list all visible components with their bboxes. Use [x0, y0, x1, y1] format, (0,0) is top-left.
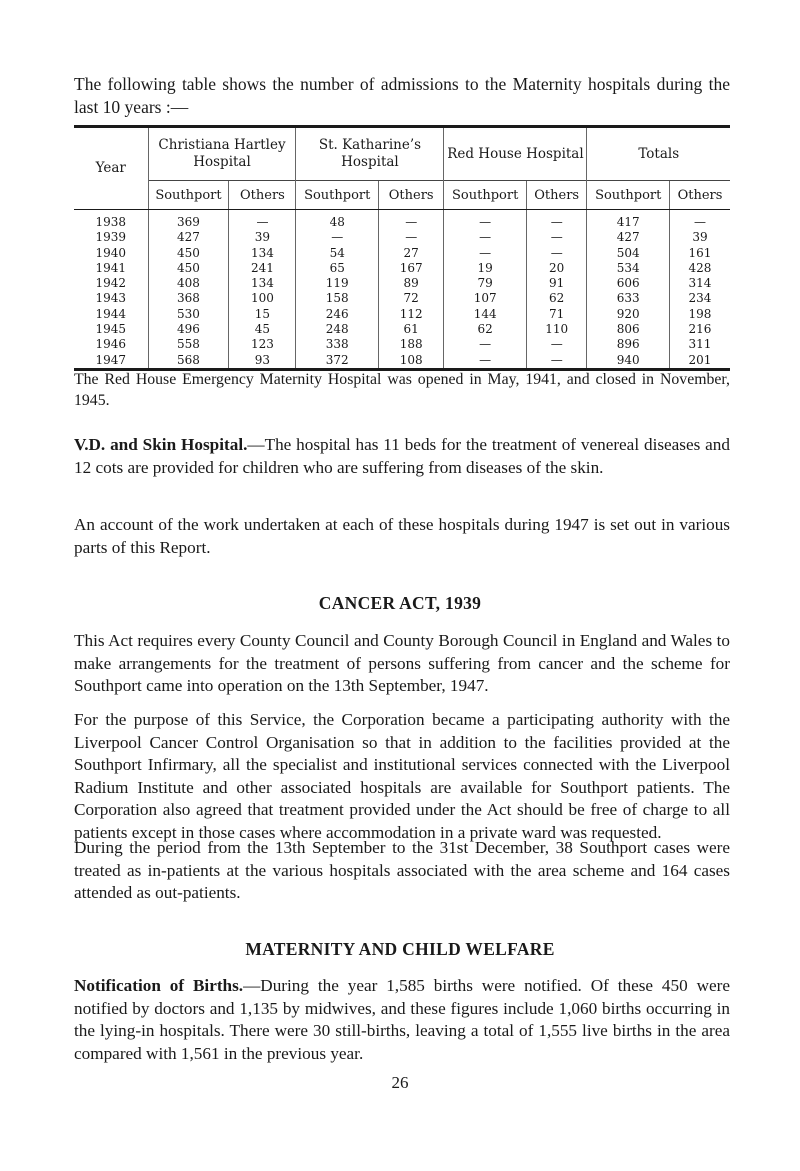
cell-christiana-southport: 369	[148, 210, 229, 231]
cell-red-house-southport: —	[444, 246, 526, 261]
cell-st-katharines-others: 188	[378, 337, 443, 352]
cell-st-katharines-others: 108	[378, 353, 443, 370]
cell-st-katharines-others: —	[378, 230, 443, 245]
cell-st-katharines-others: 112	[378, 307, 443, 322]
cell-christiana-others: 134	[229, 276, 296, 291]
cell-red-house-southport: 79	[444, 276, 526, 291]
cell-red-house-others: 71	[526, 307, 587, 322]
cell-christiana-southport: 530	[148, 307, 229, 322]
subheader-others: Others	[526, 181, 587, 210]
cell-totals-others: 314	[669, 276, 730, 291]
account-paragraph: An account of the work undertaken at each of these hospitals during 1947 is set out in various parts of this Report.	[74, 515, 730, 557]
cell-year: 1938	[95, 215, 127, 229]
admissions-table-body	[74, 210, 730, 370]
vd-hospital-paragraph	[74, 434, 730, 479]
cell-totals-others: 39	[669, 230, 730, 245]
cell-totals-others: —	[669, 210, 730, 231]
cell-red-house-others: —	[526, 246, 587, 261]
cell-st-katharines-southport: 119	[296, 276, 378, 291]
cell-christiana-others: 100	[229, 291, 296, 306]
cell-christiana-southport: 558	[148, 337, 229, 352]
cell-christiana-southport: 568	[148, 353, 229, 370]
cell-christiana-southport: 496	[148, 322, 229, 337]
cell-year: 1942	[95, 276, 127, 291]
intro-paragraph: The following table shows the number of admissions to the Maternity hospitals during the last 10 years :—	[74, 74, 730, 117]
cell-st-katharines-southport: 248	[296, 322, 378, 337]
cell-st-katharines-southport: 372	[296, 353, 378, 370]
cell-year: 1944	[95, 306, 127, 321]
cell-st-katharines-others: 61	[378, 322, 443, 337]
cell-totals-southport: 920	[587, 307, 669, 322]
cancer-act-paragraph-3: During the period from the 13th September to the 31st December, 38 Southport cases were treated as in-patients at the various hospitals associated with the area scheme and 164 cases attended as out-patients.	[74, 838, 730, 902]
table-row	[74, 307, 730, 322]
cell-totals-southport: 417	[587, 210, 669, 231]
cell-christiana-others: —	[229, 210, 296, 231]
table-row	[74, 322, 730, 337]
table-row	[74, 210, 730, 231]
cell-st-katharines-others: 27	[378, 246, 443, 261]
cell-year: 1945	[95, 322, 127, 337]
maternity-heading: MATERNITY AND CHILD WELFARE	[245, 939, 555, 959]
vd-hospital-heading: V.D. and Skin Hospital.	[74, 435, 248, 454]
cell-st-katharines-southport: 338	[296, 337, 378, 352]
group-header-christiana: Christiana Hartley Hospital	[148, 127, 296, 181]
births-paragraph	[74, 975, 730, 1065]
cell-year: 1940	[95, 245, 127, 260]
cell-totals-southport: 534	[587, 261, 669, 276]
cell-red-house-others: 110	[526, 322, 587, 337]
cancer-act-heading: CANCER ACT, 1939	[318, 593, 482, 613]
cell-red-house-southport: 144	[444, 307, 526, 322]
subheader-southport: Southport	[148, 181, 229, 210]
cell-red-house-southport: 107	[444, 291, 526, 306]
admissions-table	[74, 125, 730, 371]
cell-year: 1946	[95, 337, 127, 352]
cell-totals-others: 161	[669, 246, 730, 261]
cell-christiana-southport: 408	[148, 276, 229, 291]
cell-red-house-southport: —	[444, 337, 526, 352]
table-row	[74, 230, 730, 245]
cell-totals-southport: 940	[587, 353, 669, 370]
cell-st-katharines-others: —	[378, 210, 443, 231]
cell-totals-others: 201	[669, 353, 730, 370]
table-row	[74, 353, 730, 370]
cancer-act-paragraph-1: This Act requires every County Council and County Borough Council in England and Wales to make arrangements for the treatment of persons suffering from cancer and the scheme for Southport came into operation on the 13th September, 1947.	[74, 631, 730, 695]
cell-red-house-others: —	[526, 337, 587, 352]
cell-christiana-others: 93	[229, 353, 296, 370]
cell-totals-southport: 633	[587, 291, 669, 306]
table-row	[74, 276, 730, 291]
cell-red-house-others: —	[526, 230, 587, 245]
cell-st-katharines-others: 72	[378, 291, 443, 306]
cell-red-house-others: —	[526, 353, 587, 370]
page-number: 26	[391, 1073, 409, 1092]
cell-st-katharines-southport: 48	[296, 210, 378, 231]
cell-red-house-southport: —	[444, 210, 526, 231]
cell-totals-southport: 806	[587, 322, 669, 337]
cell-totals-others: 216	[669, 322, 730, 337]
cell-st-katharines-others: 89	[378, 276, 443, 291]
red-house-note: The Red House Emergency Maternity Hospital was opened in May, 1941, and closed in November, 1945.	[74, 371, 730, 409]
cell-christiana-others: 15	[229, 307, 296, 322]
subheader-others: Others	[378, 181, 443, 210]
cell-totals-southport: 606	[587, 276, 669, 291]
cell-st-katharines-southport: 158	[296, 291, 378, 306]
births-text: —During the year 1,585 births were notified. Of these 450 were notified by doctors and 1,135 by midwives, and these figures include 1,060 births occurring in the lying-in hospitals. There were 30 still-births, leaving a total of 1,555 live births in the area compared with 1,561 in the previous year.	[74, 976, 730, 1063]
subheader-others: Others	[229, 181, 296, 210]
cell-red-house-others: 62	[526, 291, 587, 306]
cell-christiana-southport: 450	[148, 246, 229, 261]
cell-christiana-others: 39	[229, 230, 296, 245]
cell-st-katharines-southport: 246	[296, 307, 378, 322]
cell-christiana-southport: 450	[148, 261, 229, 276]
cell-red-house-others: 20	[526, 261, 587, 276]
vd-hospital-text: —The hospital has 11 beds for the treatment of venereal diseases and 12 cots are provided for children who are suffering from diseases of the skin.	[74, 435, 730, 477]
cell-christiana-others: 134	[229, 246, 296, 261]
cell-christiana-others: 123	[229, 337, 296, 352]
cell-st-katharines-others: 167	[378, 261, 443, 276]
cell-totals-others: 234	[669, 291, 730, 306]
year-header: Year	[74, 127, 148, 210]
subheader-southport: Southport	[444, 181, 526, 210]
subheader-southport: Southport	[587, 181, 669, 210]
group-header-totals: Totals	[587, 127, 730, 181]
cell-christiana-southport: 368	[148, 291, 229, 306]
cell-red-house-others: 91	[526, 276, 587, 291]
group-header-st-katharines: St. Katharine’s Hospital	[296, 127, 444, 181]
cell-totals-others: 428	[669, 261, 730, 276]
table-row	[74, 246, 730, 261]
cancer-act-paragraph-2: For the purpose of this Service, the Corporation became a participating authority with the Liverpool Cancer Control Organisation so that in addition to the facilities provided at the Southport Infirmary, all the specialist and institutional services connected with the Liverpool Radium Institute and other associated hospitals are available for Southport patients. The Corporation also agreed that treatment provided under the Act should be free of charge to all patients except in those cases where accommodation in a private ward was requested.	[74, 710, 730, 842]
births-heading: Notification of Births.	[74, 976, 244, 995]
cell-totals-southport: 504	[587, 246, 669, 261]
table-row	[74, 261, 730, 276]
cell-totals-southport: 427	[587, 230, 669, 245]
cell-christiana-others: 241	[229, 261, 296, 276]
cell-totals-southport: 896	[587, 337, 669, 352]
cell-red-house-others: —	[526, 210, 587, 231]
cell-year: 1943	[95, 291, 127, 306]
subheader-others: Others	[669, 181, 730, 210]
cell-christiana-southport: 427	[148, 230, 229, 245]
cell-red-house-southport: —	[444, 230, 526, 245]
cell-christiana-others: 45	[229, 322, 296, 337]
cell-year: 1941	[95, 260, 127, 275]
subheader-southport: Southport	[296, 181, 378, 210]
cell-year: 1939	[95, 230, 127, 245]
cell-st-katharines-southport: 65	[296, 261, 378, 276]
table-row	[74, 337, 730, 352]
cell-totals-others: 311	[669, 337, 730, 352]
group-header-red-house: Red House Hospital	[444, 127, 587, 181]
cell-red-house-southport: —	[444, 353, 526, 370]
table-row	[74, 291, 730, 306]
cell-red-house-southport: 62	[444, 322, 526, 337]
cell-totals-others: 198	[669, 307, 730, 322]
cell-year: 1947	[74, 353, 148, 370]
cell-red-house-southport: 19	[444, 261, 526, 276]
cell-st-katharines-southport: —	[296, 230, 378, 245]
cell-st-katharines-southport: 54	[296, 246, 378, 261]
